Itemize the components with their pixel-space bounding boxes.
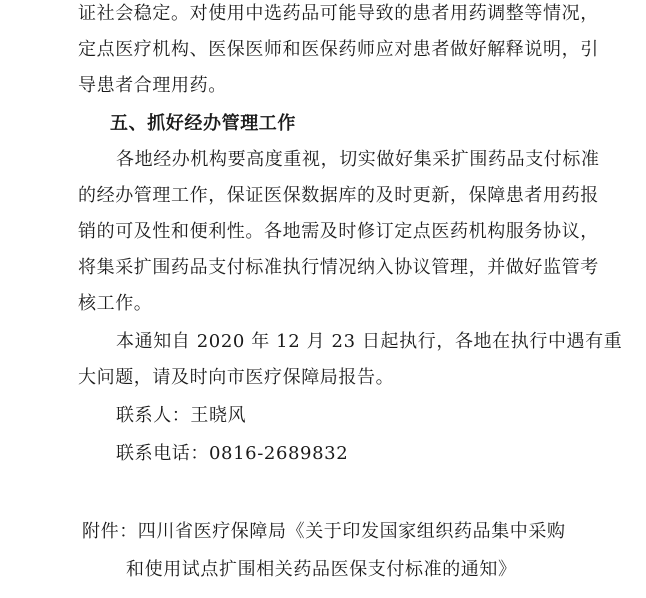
body-text-line: 定点医疗机构、医保医师和医保药师应对患者做好解释说明，引 — [78, 39, 599, 60]
attachment-line: 和使用试点扩围相关药品医保支付标准的通知》 — [126, 559, 517, 580]
body-text-line: 核工作。 — [78, 293, 153, 314]
contact-phone: 联系电话：0816-2689832 — [116, 443, 349, 464]
body-text-line: 大问题，请及时向市医疗保障局报告。 — [78, 367, 395, 388]
section-heading: 五、抓好经办管理工作 — [110, 113, 296, 134]
body-text-line: 证社会稳定。对使用中选药品可能导致的患者用药调整等情况， — [78, 3, 599, 24]
contact-person: 联系人：王晓风 — [116, 405, 247, 426]
body-text-line: 本通知自 2020 年 12 月 23 日起执行，各地在执行中遇有重 — [116, 331, 623, 352]
body-text-line: 将集采扩围药品支付标准执行情况纳入协议管理，并做好监管考 — [78, 257, 599, 278]
body-text-line: 销的可及性和便利性。各地需及时修订定点医药机构服务协议， — [78, 221, 599, 242]
body-text-line: 各地经办机构要高度重视，切实做好集采扩围药品支付标准 — [116, 149, 600, 170]
body-text-line: 导患者合理用药。 — [78, 75, 227, 96]
attachment-line: 附件：四川省医疗保障局《关于印发国家组织药品集中采购 — [82, 521, 566, 542]
body-text-line: 的经办管理工作，保证医保数据库的及时更新，保障患者用药报 — [78, 185, 599, 206]
